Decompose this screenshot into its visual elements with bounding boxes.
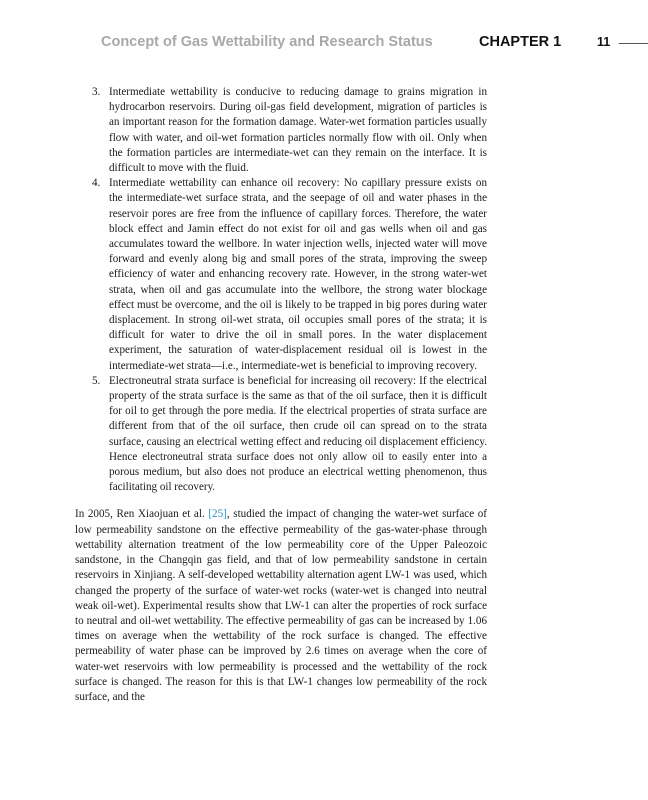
- list-item-text: Intermediate wettability can enhance oil recovery: No capillary pressure exists on the intermediate-wet surface strata, and the seepage of oil and water phases in the reservoir pores are free from the influence of capillary forces. Therefore, the water block effect and Jamin effect do not exist for oil and gas wells when oil and gas accumulates toward the wellbore. In water injection wells, injected water will move forward and evenly along big and small pores of the strata, improving the sweep efficiency of water and enhancing recovery rate. However, in the strong water-wet strata, when oil and gas accumulate into the wellbore, the strong water blockage effect must be overcome, and the oil is likely to be trapped in big pores during water displacement. In strong oil-wet strata, oil occupies small pores of the strata; it is difficult for water to drive the oil in small pores. In the water displacement experiment, the saturation of water-displacement residual oil is lowest in the intermediate-wet strata—i.e., intermediate-wet is beneficial to improving recovery.: [109, 177, 487, 372]
- list-item: [75, 374, 487, 496]
- list-item-number: 5.: [92, 374, 101, 387]
- page-number: 11: [597, 35, 611, 49]
- header-rule: [619, 43, 648, 44]
- list-item-text: Intermediate wettability is conducive to reducing damage to grains migration in hydrocarbon reservoirs. During oil-gas field development, migration of particles is an important reason for the formation damage. Water-wet formation particles usually flow with water, and oil-wet formation particles normally flow with oil. Only when the formation particles are intermediate-wet can they remain on the interface. It is difficult to move with the fluid.: [109, 86, 487, 175]
- list-item: [75, 85, 487, 176]
- list-item-number: 3.: [92, 86, 101, 98]
- list-item-number: 4.: [92, 177, 101, 190]
- list-item-text: Electroneutral strata surface is beneficial for increasing oil recovery: If the electrical property of the strata surface is the same as that of the oil surface, then it is difficult for oil to get through the pore media. If the electrical properties of strata surface are different from that of the oil surface, then crude oil can spread on to the strata surface, causing an electrical wetting effect and reducing oil displacement efficiency. Hence electroneutral strata surface does not only allow oil to easily enter into a porous medium, but also does not produce an electrical wetting phenomenon, thus facilitating oil recovery.: [109, 374, 487, 494]
- body-text: [75, 85, 487, 705]
- running-header: [0, 34, 648, 54]
- citation-link[interactable]: [25]: [208, 508, 227, 521]
- body-paragraph: [75, 507, 487, 705]
- list-item: [75, 176, 487, 374]
- chapter-label: CHAPTER 1: [479, 34, 562, 50]
- paragraph-text-start: In 2005, Ren Xiaojuan et al.: [75, 508, 209, 521]
- numbered-list: [75, 85, 487, 495]
- section-title: Concept of Gas Wettability and Research Status: [101, 34, 433, 50]
- paragraph-text-rest: , studied the impact of changing the water-wet surface of low permeability sandstone on the effective permeability of the gas-water-phase through wettability alternation treatment of the low permeability core of the Upper Paleozoic sandstone, in the Changqin gas field, and that of low permeability sandstone in certain reservoirs in Xinjiang. A self-developed wettability alternation agent LW-1 was used, which changed the property of the surface of water-wet rocks (water-wet is changed into neutral weak oil-wet). Experimental results show that LW-1 can alter the properties of rock surface to neutral and oil-wet wettability. The effective permeability of gas can be increased by 1.06 times on average when the wettability of the rock surface is changed. The effective permeability of water phase can be improved by 2.6 times on average when the core of water-wet reservoirs with low permeability is processed and the wettability of the rock surface is changed. The reason for this is that LW-1 changes low permeability of the rock surface, and the: [75, 508, 487, 703]
